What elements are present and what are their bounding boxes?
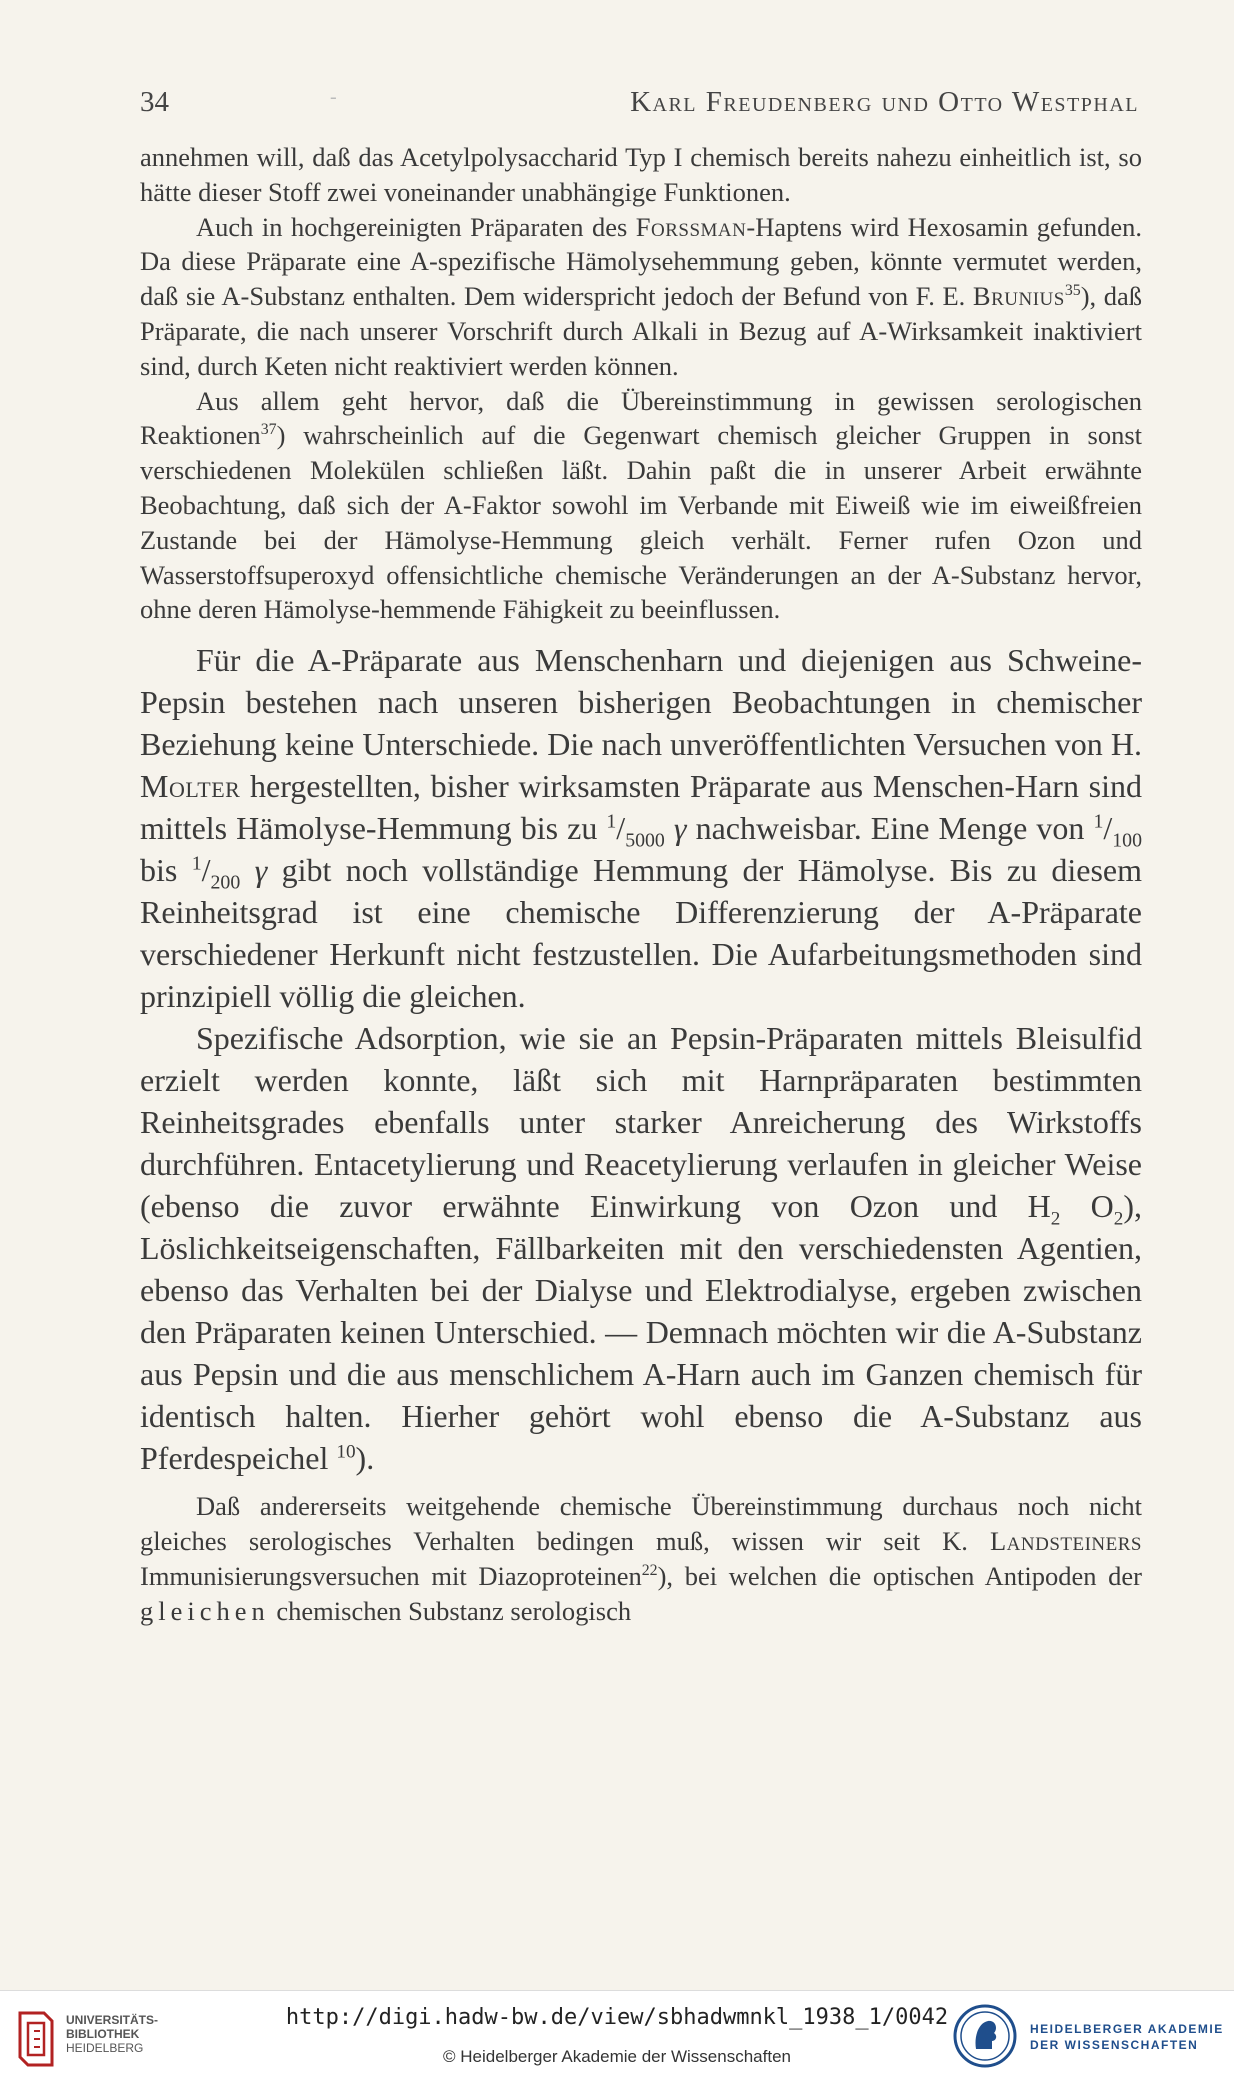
emphasized-word: gleichen (140, 1595, 270, 1626)
footnote-ref: 10 (336, 1441, 356, 1463)
text-run: ), bei welchen die optischen Antipoden der (657, 1560, 1142, 1591)
running-header (140, 86, 1139, 126)
footnote-ref: 22 (641, 1561, 658, 1579)
gamma-symbol: γ (664, 810, 687, 847)
fraction-1-5000: $^1/_{5000}$ (606, 810, 665, 852)
subscript: 2 (1113, 1208, 1124, 1230)
text-run: Daß andererseits weitgehende chemische Übereinstimmung durchaus noch nicht gleiches serologisches Verhalten bedingen muß, wissen wir seit K. (140, 1491, 1142, 1556)
academy-name-line: HEIDELBERGER AKADEMIE (1030, 2022, 1224, 2036)
text-run: hergestellten, bisher wirksamsten Präparate aus Menschen-Harn sind mittels Hämolyse-Hemmung bis zu (140, 768, 1142, 847)
academy-name-line: DER WISSENSCHAFTEN (1030, 2038, 1199, 2052)
text-run: Spezifische Adsorption, wie sie an Pepsin-Präparaten mittels Bleisulfid erzielt werden konnte, läßt sich mit Harnpräparaten bestimmten Reinheitsgrades ebenfalls unter starker Anreicherung des Wirkstoffs durchführen. Entacetylierung und Reacetylierung verlaufen in gleicher Weise (ebenso die zuvor erwähnte Einwirkung von Ozon und H (140, 1020, 1142, 1225)
author-name-molter: Molter (140, 768, 241, 805)
text-run: Immunisierungsversuchen mit Diazoproteinen (140, 1560, 642, 1591)
paragraph-2 (140, 210, 1142, 384)
text-run: bis (140, 852, 192, 889)
fraction-1-200: $^1/_{200}$ (191, 852, 241, 894)
footnote-ref: 37 (260, 421, 277, 439)
text-run: Auch in hochgereinigten Präparaten des (196, 211, 636, 242)
paragraph-4 (140, 639, 1142, 1017)
body-text (140, 140, 1142, 1628)
page-number: 34 (140, 86, 169, 118)
gamma-symbol: γ (240, 852, 268, 889)
paragraph-3 (140, 384, 1142, 628)
text-run: ), Löslichkeitseigenschaften, Fällbarkeiten mit den verschiedensten Agentien, ebenso das Verhalten bei der Dialyse und Elektrodialyse, ergeben zwischen den Präparaten keinen Unterschied. — Demnach möchten wir die A-Substanz aus Pepsin und die aus menschlichem A-Harn auch im Ganzen chemisch für identisch halten. Hierher gehört wohl ebenso die A-Substanz aus Pferdespeichel (140, 1188, 1143, 1477)
author-name-landsteiner: Landsteiners (989, 1525, 1142, 1556)
paragraph-5 (140, 1017, 1142, 1479)
library-name-line: BIBLIOTHEK (66, 2027, 140, 2041)
spacer (140, 1479, 1142, 1489)
library-name-line: HEIDELBERG (66, 2041, 144, 2055)
paragraph-1-text: annehmen will, daß das Acetylpolysaccharid Typ I chemisch bereits nahezu einheitlich ist, so hätte dieser Stoff zwei voneinander unabhängige Funktionen. (140, 142, 1142, 207)
text-run: ), daß Präparate, die nach unserer Vorschrift durch Alkali in Bezug auf A-Wirksamkeit inaktiviert sind, durch Keten nicht reaktiviert werden können. (140, 281, 1142, 381)
paragraph-1 (140, 140, 1142, 210)
text-run: ) wahrscheinlich auf die Gegenwart chemisch gleicher Gruppen in sonst verschiedenen Molekülen schließen läßt. Dahin paßt die in unserer Arbeit erwähnte Beobachtung, daß sich der A-Faktor sowohl im Verbande mit Eiweiß wie im eiweißfreien Zustande bei der Hämolyse-Hemmung gleich verhält. Ferner rufen Ozon und Wasserstoffsuperoxyd offensichtliche chemische Veränderungen an der A-Substanz hervor, ohne deren Hämolyse-hemmende Fähigkeit zu beeinflussen. (140, 420, 1142, 625)
text-run: O (1060, 1188, 1114, 1225)
header-title: Karl Freudenberg und Otto Westphal (630, 86, 1139, 118)
text-run: Aus allem geht hervor, daß die Übereinstimmung in gewissen serologischen Reaktionen (140, 385, 1142, 451)
text-run: Für die A-Präparate aus Menschenharn und diejenigen aus Schweine-Pepsin bestehen nach unseren bisherigen Beobachtungen in chemischer Beziehung keine Unterschiede. Die nach unveröffentlichten Versuchen von H. (140, 642, 1142, 763)
header-mark: - (330, 86, 337, 108)
viewer-footer (0, 1990, 1234, 2083)
copyright-notice: © Heidelberger Akademie der Wissenschaften (443, 2047, 791, 2066)
footnote-ref: 35 (1064, 282, 1081, 300)
spacer (140, 627, 1142, 639)
fraction-denominator: 100 (1112, 829, 1143, 852)
text-run: ). (355, 1440, 375, 1477)
fraction-numerator: 1 (191, 852, 202, 875)
text-run: chemischen Substanz serologisch (269, 1595, 632, 1626)
fraction-1-100: $^1/_{100}$ (1093, 810, 1143, 852)
fraction-numerator: 1 (1093, 810, 1104, 833)
text-run: -Haptens wird Hexosamin gefunden. Da diese Präparate eine A-spezifische Hämolysehemmung geben, könnte vermutet werden, daß sie A-Substanz enthalten. Dem widerspricht jedoch der Befund von F. E. (140, 211, 1142, 312)
subscript: 2 (1050, 1208, 1061, 1230)
fraction-denominator: 200 (210, 871, 241, 894)
fraction-numerator: 1 (606, 810, 617, 833)
library-name-line: UNIVERSITÄTS- (66, 2013, 159, 2027)
paragraph-6 (140, 1489, 1142, 1628)
author-name-brunius: Brunius (972, 281, 1065, 312)
text-run: gibt noch vollständige Hemmung der Hämolyse. Bis zu diesem Reinheitsgrad ist eine chemische Differenzierung der A-Präparate verschiedener Herkunft nicht festzustellen. Die Aufarbeitungsmethoden sind prinzipiell völlig die gleichen. (140, 852, 1143, 1015)
author-name-forssman: Forssman (635, 211, 747, 242)
fraction-denominator: 5000 (625, 829, 665, 852)
document-url[interactable]: http://digi.hadw-bw.de/view/sbhadwmnkl_1938_1/0042 (285, 2005, 949, 2030)
text-run: nachweisbar. Eine Menge von (686, 810, 1094, 847)
academy-name[interactable] (1030, 2021, 1224, 2053)
academy-portrait-logo-icon[interactable] (952, 2003, 1018, 2069)
